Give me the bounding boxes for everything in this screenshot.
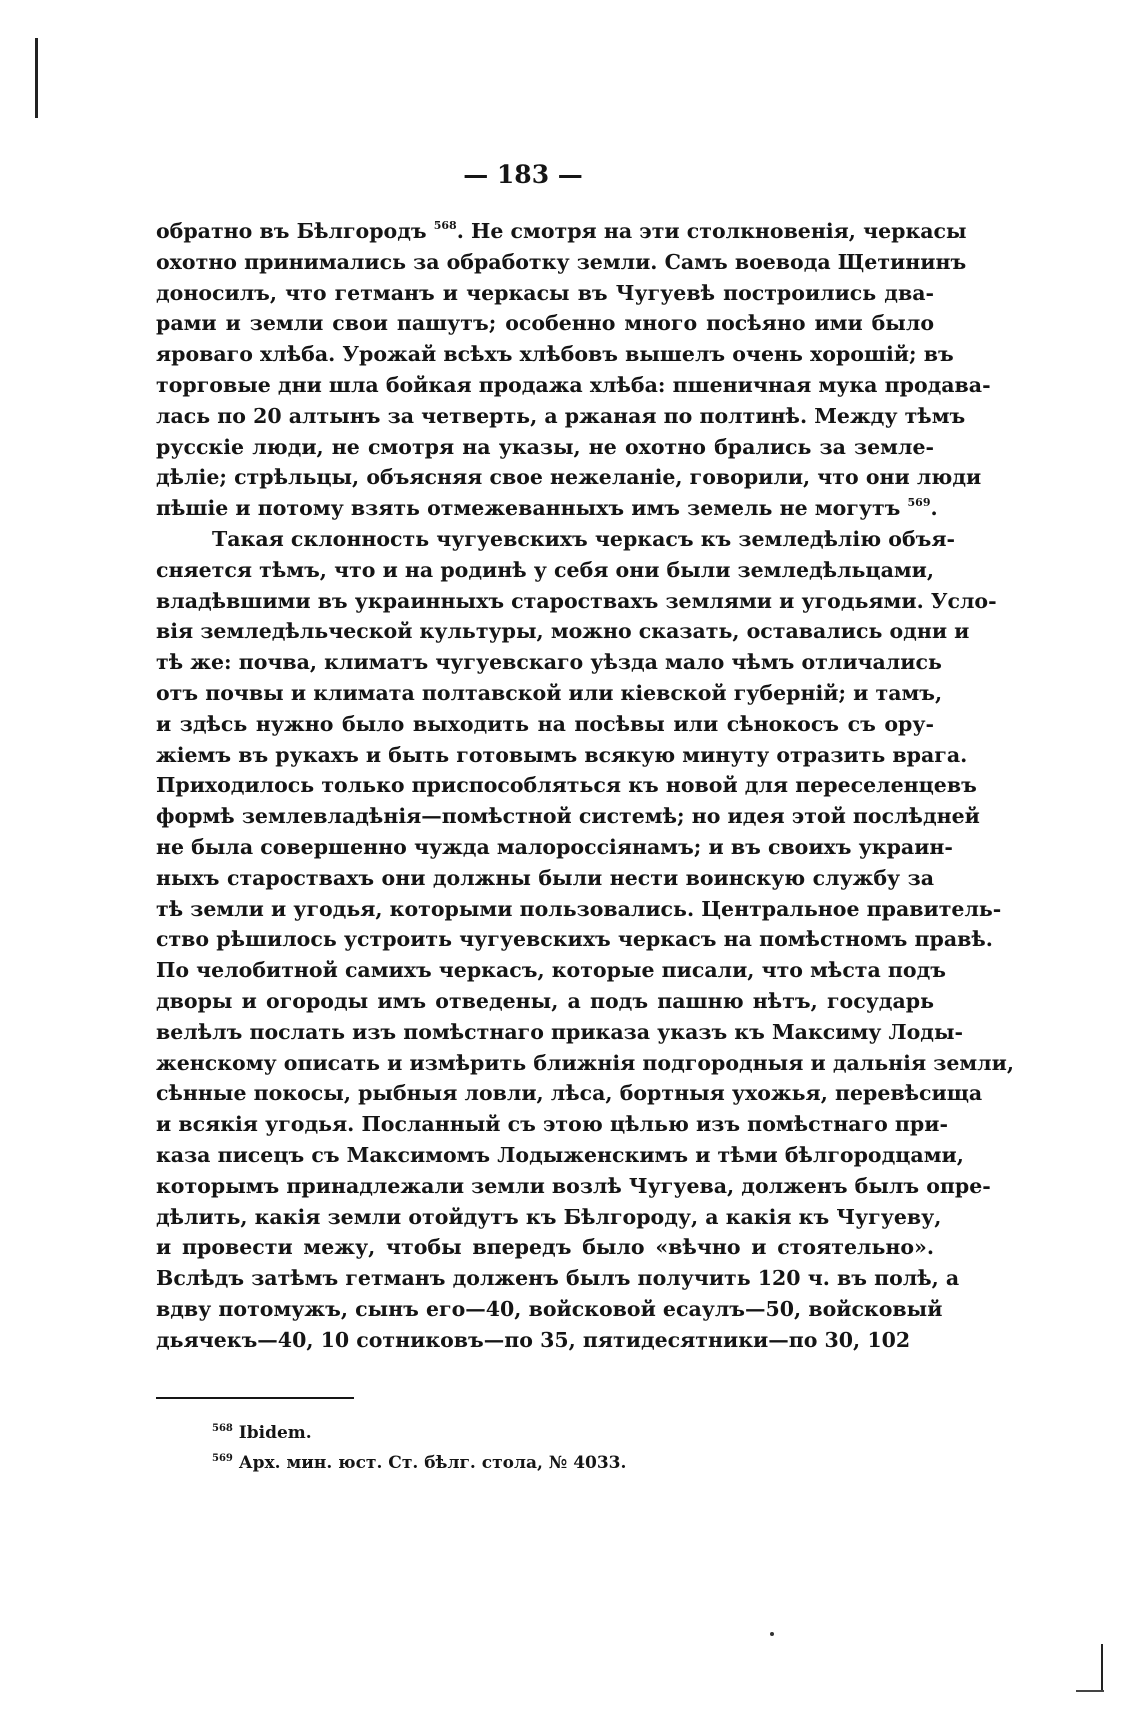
footnote-ref: 569 <box>907 496 931 510</box>
body-text <box>156 216 1014 1355</box>
text-run: дворы и огороды имъ отведены, а подъ пашню нѣтъ, государь <box>156 988 934 1013</box>
text-run: дѣліе; стрѣльцы, объясняя свое нежеланіе, говорили, что они люди <box>156 465 982 490</box>
text-line <box>156 1140 964 1171</box>
text-run: рами и земли свои пашутъ; особенно много посѣяно ими было <box>156 311 934 336</box>
text-run: жіемъ въ рукахъ и быть готовымъ всякую минуту отразить врага. <box>156 742 968 767</box>
footnote <box>212 1448 626 1478</box>
text-run: вія земледѣльческой культуры, можно сказать, оставались одни и <box>156 619 970 644</box>
footnote <box>212 1418 626 1448</box>
text-line <box>156 1325 934 1356</box>
scan-speck <box>770 1632 774 1636</box>
text-line <box>156 863 934 894</box>
text-line <box>156 247 967 278</box>
text-run: яроваго хлѣба. Урожай всѣхъ хлѣбовъ вышелъ очень хорошій; въ <box>156 342 954 367</box>
text-run: Приходилось только приспособляться къ новой для переселенцевъ <box>156 773 977 798</box>
scan-margin-mark-right-base <box>1076 1690 1104 1692</box>
text-run: владѣвшими въ украинныхъ староствахъ землями и угодьями. Усло- <box>156 588 997 613</box>
text-run: Вслѣдъ затѣмъ гетманъ долженъ былъ получить 120 ч. въ полѣ, а <box>156 1266 960 1291</box>
text-line <box>156 339 954 370</box>
text-run: . Не смотря на эти столкновенія, черкасы <box>456 219 967 243</box>
footnote-mark: 568 <box>212 1423 233 1434</box>
text-line <box>156 1078 983 1109</box>
text-line <box>156 1294 943 1325</box>
text-line <box>156 924 993 955</box>
text-run: ныхъ староствахъ они должны были нести воинскую службу за <box>156 865 934 890</box>
text-run: русскіе люди, не смотря на указы, не охотно брались за земле- <box>156 434 934 459</box>
text-line <box>156 401 966 432</box>
text-line <box>156 586 997 617</box>
text-run: не была совершенно чужда малороссіянамъ; и въ своихъ украин- <box>156 834 953 859</box>
scan-margin-mark <box>35 38 38 118</box>
text-run: Такая склонность чугуевскихъ черкасъ къ земледѣлію объя- <box>212 526 956 551</box>
text-line <box>156 1263 960 1294</box>
text-line <box>156 493 938 524</box>
text-run: дьячекъ—40, 10 сотниковъ—по 35, пятидесятники—по 30, 102 <box>156 1327 911 1352</box>
text-run: тѣ же: почва, климатъ чугуевскаго уѣзда мало чѣмъ отличались <box>156 650 942 675</box>
footnote-divider <box>156 1397 354 1399</box>
text-run: каза писецъ съ Максимомъ Лодыженскимъ и тѣми бѣлгородцами, <box>156 1142 964 1167</box>
text-line <box>156 1171 991 1202</box>
text-line <box>156 278 934 309</box>
text-run: охотно принимались за обработку земли. Самъ воевода Щетининъ <box>156 249 967 274</box>
text-line <box>156 432 934 463</box>
text-run: отъ почвы и климата полтавской или кіевской губерній; и тамъ, <box>156 680 943 705</box>
text-run: лась по 20 алтынъ за четверть, а ржаная по полтинѣ. Между тѣмъ <box>156 403 966 428</box>
text-line <box>156 1017 964 1048</box>
text-line <box>156 740 968 771</box>
text-line <box>156 1232 934 1263</box>
text-line <box>156 308 934 339</box>
text-run: обратно въ Бѣлгородъ <box>156 219 434 243</box>
text-run: и всякія угодья. Посланный съ этою цѣлью изъ помѣстнаго при- <box>156 1112 948 1137</box>
text-line <box>156 1202 942 1233</box>
text-run: дѣлить, какія земли отойдутъ къ Бѣлгороду, а какія къ Чугуеву, <box>156 1204 942 1229</box>
text-line <box>156 370 991 401</box>
text-run: торговые дни шла бойкая продажа хлѣба: пшеничная мука продава- <box>156 372 991 397</box>
text-run: и здѣсь нужно было выходить на посѣвы или сѣнокосъ съ ору- <box>156 711 934 736</box>
text-line <box>156 801 980 832</box>
text-run: пѣшіе и потому взять отмежеванныхъ имъ земель не могутъ <box>156 496 908 521</box>
text-run: женскому описать и измѣрить ближнія подгородныя и дальнія земли, <box>156 1050 1014 1075</box>
text-line <box>156 555 934 586</box>
footnotes <box>212 1418 626 1478</box>
text-run: По челобитной самихъ черкасъ, которые писали, что мѣста подъ <box>156 958 946 983</box>
text-run: велѣлъ послать изъ помѣстнаго приказа указъ къ Максиму Лоды- <box>156 1019 964 1044</box>
footnote-mark: 569 <box>212 1453 233 1464</box>
text-run: сѣнные покосы, рыбныя ловли, лѣса, бортныя ухожья, перевѣсища <box>156 1081 983 1106</box>
text-run: сняется тѣмъ, что и на родинѣ у себя они были земледѣльцами, <box>156 557 935 582</box>
page-number: — 183 — <box>463 160 583 189</box>
text-run: ство рѣшилось устроить чугуевскихъ черкасъ на помѣстномъ правѣ. <box>156 927 993 952</box>
footnote-text: Арх. мин. юст. Ст. бѣлг. стола, № 4033. <box>232 1453 627 1473</box>
text-run: . <box>930 496 938 521</box>
text-line <box>156 986 934 1017</box>
text-run: формѣ землевладѣнія—помѣстной системѣ; но идея этой послѣдней <box>156 804 980 829</box>
text-line <box>156 1048 1014 1079</box>
text-line <box>156 894 1002 925</box>
text-line <box>156 955 946 986</box>
text-line <box>156 678 943 709</box>
text-run: вдву потомужъ, сынъ его—40, войсковой есаулъ—50, войсковый <box>156 1296 943 1321</box>
text-run: и провести межу, чтобы впередъ было «вѣчно и стоятельно». <box>156 1235 934 1260</box>
text-run: которымъ принадлежали земли возлѣ Чугуева, долженъ былъ опре- <box>156 1173 991 1198</box>
text-line <box>156 770 977 801</box>
text-line <box>156 832 953 863</box>
text-line <box>156 647 942 678</box>
text-line <box>156 462 982 493</box>
footnote-ref: 568 <box>433 219 457 232</box>
text-run: тѣ земли и угодья, которыми пользовались. Центральное правитель- <box>156 896 1002 921</box>
scan-margin-mark-right <box>1101 1644 1103 1692</box>
text-line <box>156 216 967 247</box>
footnote-text: Ibidem. <box>232 1423 312 1443</box>
text-line <box>156 616 970 647</box>
text-line <box>156 1109 948 1140</box>
text-line <box>156 524 956 555</box>
text-line <box>156 709 934 740</box>
text-run: доносилъ, что гетманъ и черкасы въ Чугуевѣ построились два- <box>156 280 934 305</box>
